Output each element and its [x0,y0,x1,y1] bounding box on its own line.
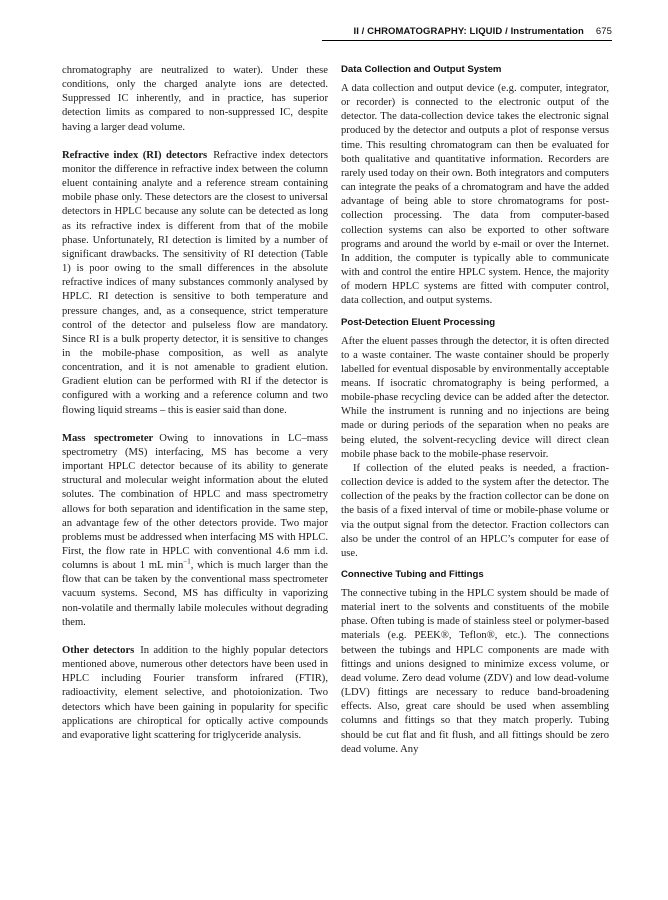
ms-superscript: −1 [183,557,191,566]
paragraph-connective-tubing: The connective tubing in the HPLC system should be made of material inert to the solvents and constituents of the mobile phase. Often tubing is made of stainless steel or polymer-based materials (e.g. PEEK®, Teflon®, etc.). The connections between the tubings and HPLC components are made with fittings and unions designed to minimize excess volume, or dead volume. Zero dead volume (ZDV) and low dead-volume (LDV) fittings are necessary to reduce band-broadening effects. Also, great care should be used when assembling columns and fittings so that they match properly. Tubing should be cut flat and fit flush, and all fittings should be zero dead volume. Any [341,588,609,755]
ri-text: Refractive index detectors monitor the difference in refractive index between the column eluent containing analyte and a reference stream containing mobile phase only. These detectors are the closest to universal detectors in HPLC because any solute can be detected as long as its refractive index is different from that of the mobile phase. Unfortunately, RI detection is limited by a number of significant drawbacks. The sensitivity of RI detection (Table 1) is poor owing to the small differences in the absolute refractive indices of many substances commonly analysed by HPLC. RI detection is sensitive to both temperature and pressure changes, and, as a consequence, strict temperature control of the detector and pulseless flow are mandatory. Since RI is a bulk property detector, it is sensitive to changes in the mobile-phase composition, as well as analyte concentration, and it is not amenable to gradient elution. Gradient elution can be performed with RI if the detector is configured with a working and a reference column and two flowing liquid streams – this is easier said than done. [62,149,329,416]
page-number: 675 [595,26,612,37]
other-detectors-text: In addition to the highly popular detectors mentioned above, numerous other detectors have been used in HPLC including Fourier transform infrared (FTIR), radioactivity, element selective, and photoionization. Two detectors which have been gaining in popularity for specific applications are chiroptical for optically active compounds and evaporative light scattering for triglyceride analysis. [62,644,328,741]
heading-connective-tubing: Connective Tubing and Fittings [341,569,484,580]
paragraph-data-collection: A data collection and output device (e.g. computer, integrator, or recorder) is connected to the electronic output of the detector. The data-collection device takes the electronic signal produced by the detector and outputs a plot of response versus time. This resulting chromatogram can then be evaluated for both qualitative and quantitative information. Recorders are rarely used today on their own. Both integrators and computers can integrate the peaks of a chromatogram and have the added advantage of being able to store chromatograms for post-collection processing. The data from computer-based collection systems can also be exported to other software programs and around the world by e-mail or over the Internet. In addition, the computer is typically able to communicate with and control the entire HPLC system. Hence, the majority of modern HPLC systems are fitted with computer control, data collection, and output systems. [341,83,609,307]
left-column [62,64,328,743]
ms-text-1: Owing to innovations in LC–mass spectrometry (MS) interfacing, MS has become a very important HPLC detector because of its ability to generate structural and molecular weight information about the eluted solutes. The combination of HPLC and mass spectrometry allows for both separation and identification in the same step, an advantage few of the other detectors provide. Two major problems must be addressed when interfacing MS with HPLC. First, the flow rate in HPLC with conventional 4.6 mm i.d. columns is about 1 mL min [62,432,328,572]
right-column [341,64,609,757]
paragraph-post-detection-1: After the eluent passes through the detector, it is often directed to a waste container. The waste container should be properly labelled for eventual disposable by environmentally acceptable means. If isocratic chromatography is being performed, a mobile-phase recycling device can be added after the detector. While the instrument is running and no injections are being made or during periods of the separation when no peaks are being eluted, the solvent-recycling device will direct clean mobile phase back to the mobile-phase reservoir. [341,335,609,460]
ms-text-2: , which is much larger than the flow that can be taken by the conventional mass spectrometer vacuum systems. Second, MS has difficulty in vaporizing non-volatile and thermally labile molecules without degrading them. [62,560,328,628]
paragraph-post-detection-2: If collection of the eluted peaks is needed, a fraction-collection device is added to the system after the detector. The collection of the peaks by the fraction collector can be done on the basis of a fixed interval of time or mobile-phase volume or via the output signal from the detector. Fraction collectors can also be under the control of an HPLC’s computer for ease of use. [341,462,609,559]
heading-data-collection: Data Collection and Output System [341,64,502,75]
running-header [353,26,612,37]
heading-post-detection: Post-Detection Eluent Processing [341,316,496,328]
paragraph-other-detectors [62,644,328,743]
run-in-heading-ri: Refractive index (RI) detectors [62,149,208,161]
header-rule [322,40,612,41]
paragraph-ri-detectors [62,149,328,418]
run-in-heading-other: Other detectors [62,644,135,656]
paragraph-mass-spectrometer [62,432,328,630]
run-in-heading-ms: Mass spectrometer [62,432,154,444]
running-title: II / CHROMATOGRAPHY: LIQUID / Instrumentation [353,26,584,37]
paragraph-suppressed-ic: chromatography are neutralized to water). Under these conditions, only the charged analyte ions are detected. Suppressed IC inherently, and in practice, has superior detection limits as compared to non-suppressed IC, despite having a larger dead volume. [62,65,328,133]
